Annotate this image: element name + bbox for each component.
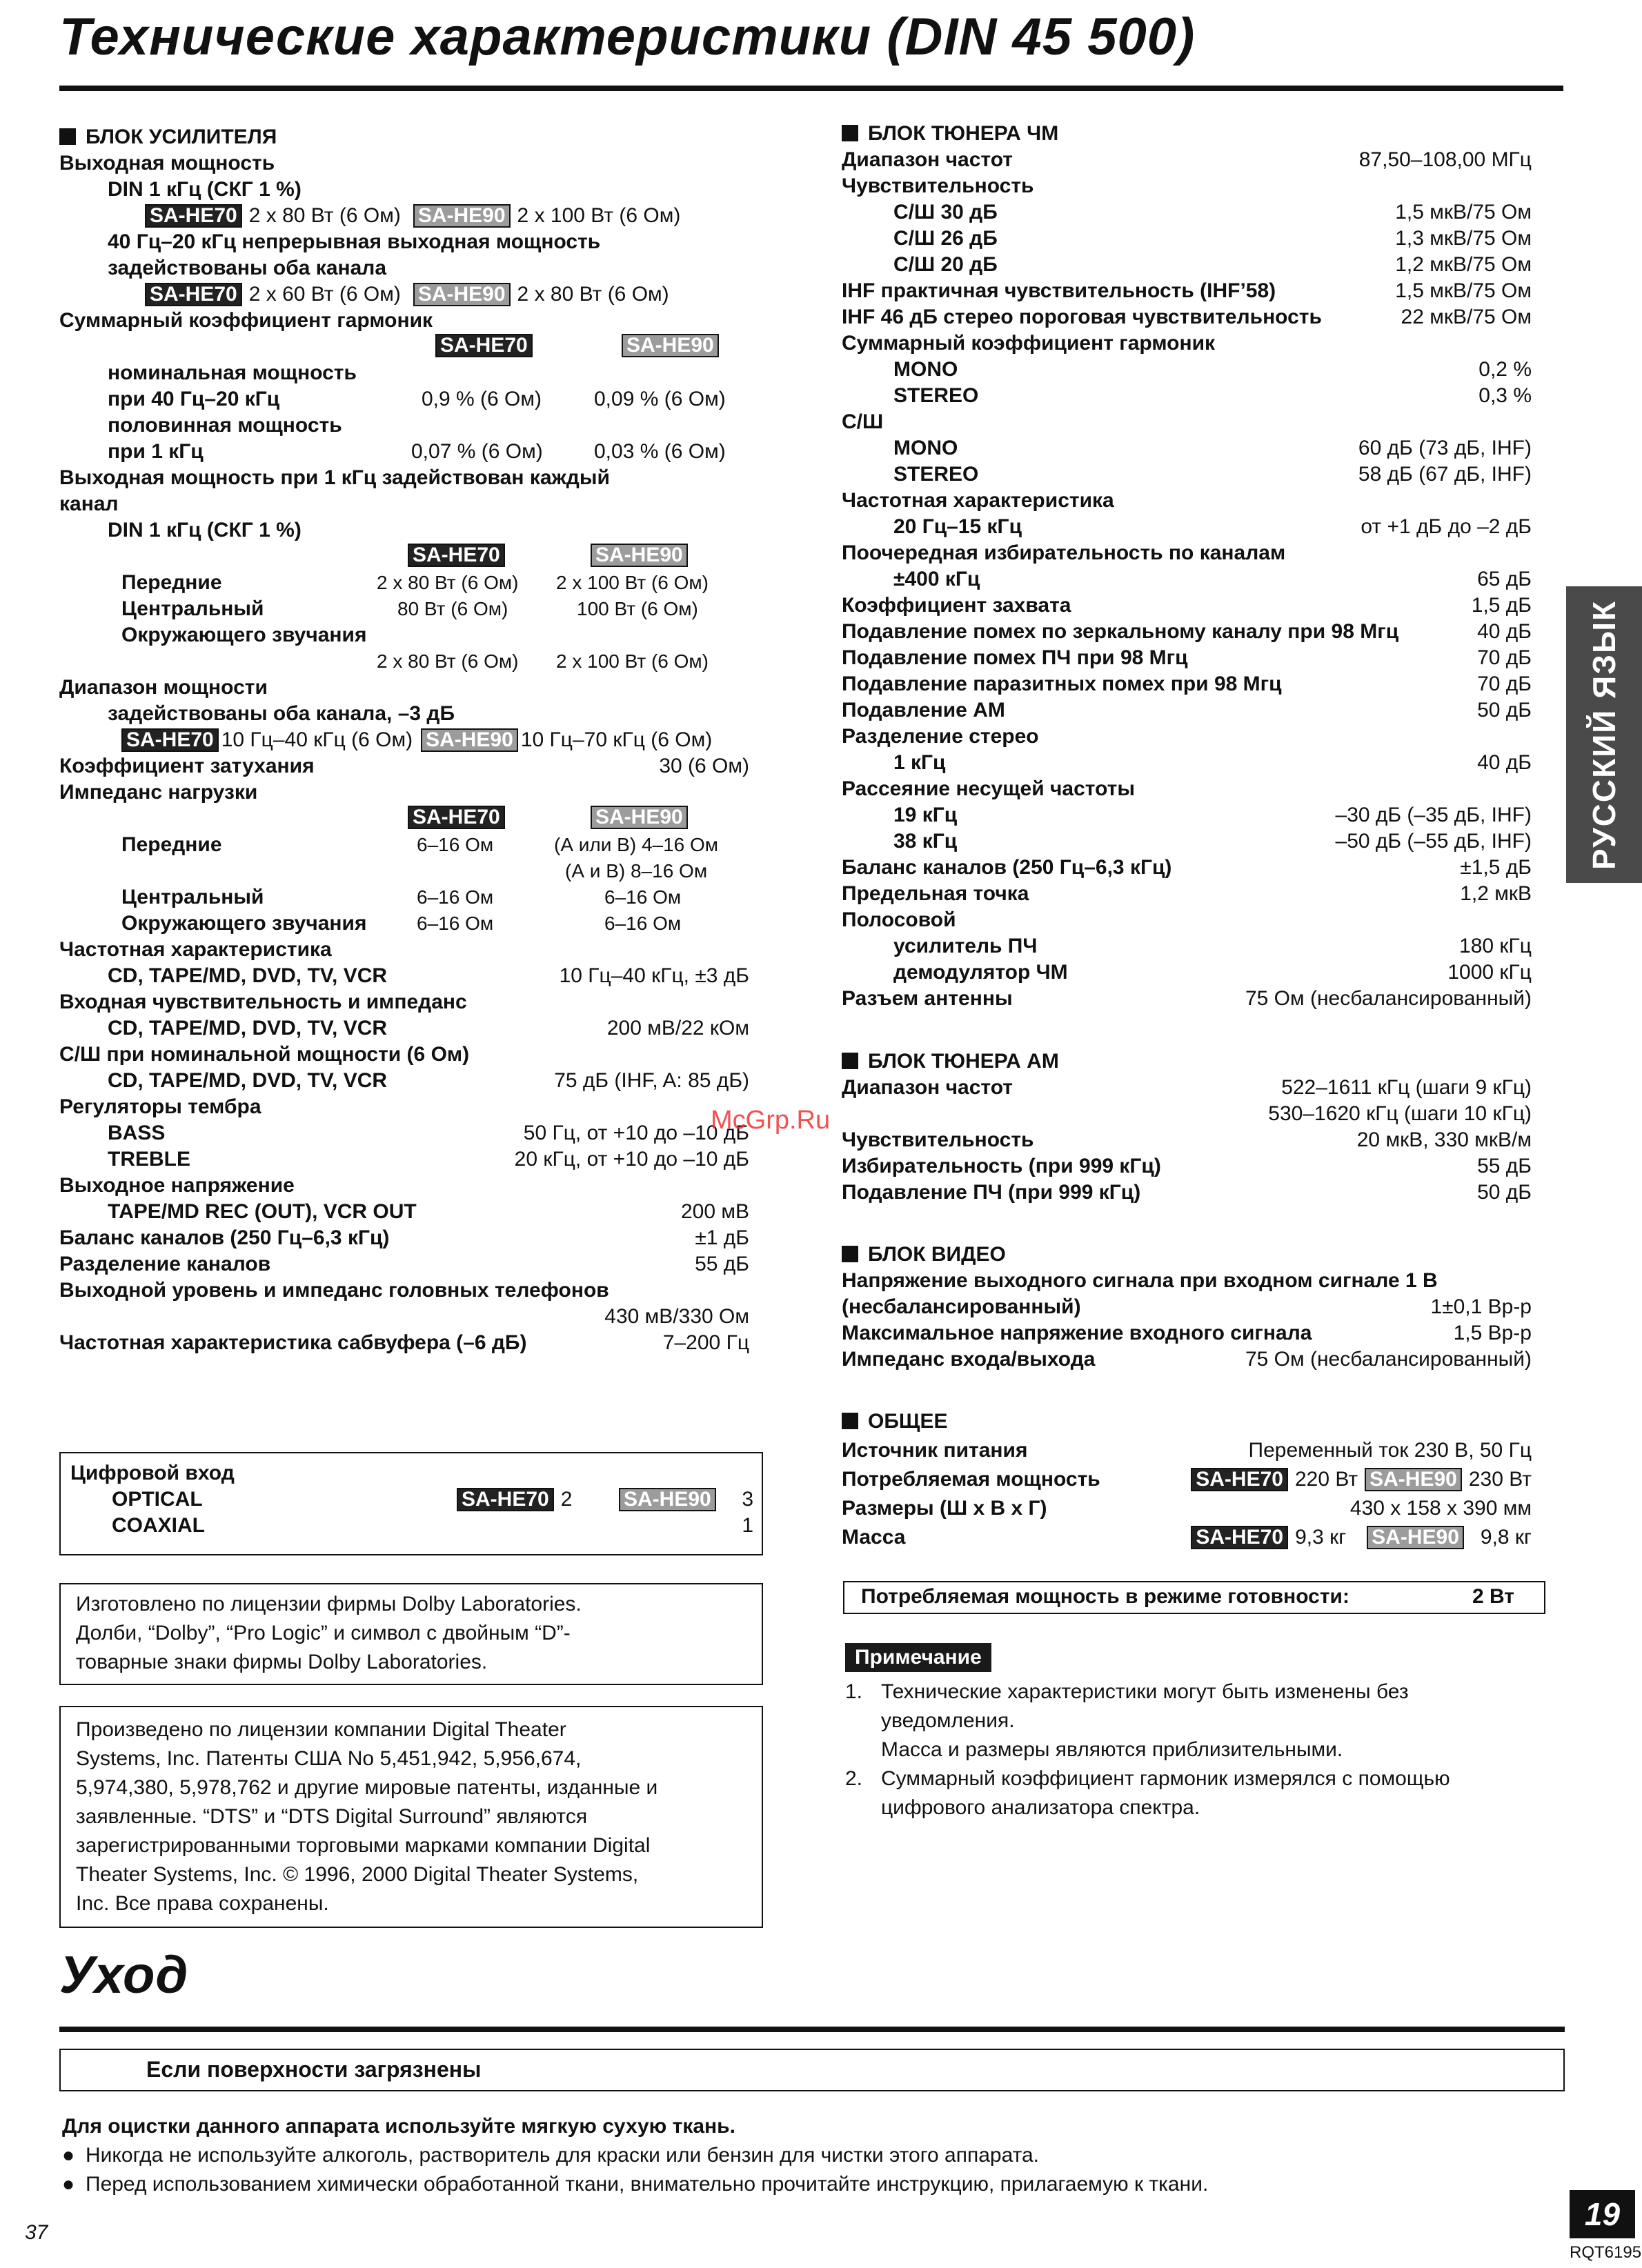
- standby-power-box: Потребляемая мощность в режиме готовности: 2 Вт: [843, 1581, 1545, 1614]
- spec-row: Выходная мощность: [59, 152, 275, 175]
- model-badge: SA-HE70: [145, 283, 242, 306]
- model-badge: SA-HE70: [408, 806, 505, 829]
- care-title: Уход: [59, 1946, 189, 2005]
- spec-row: SA-HE70 2 x 80 Вт (6 Ом) SA-HE90 2 x 100 Вт (6 Ом): [59, 203, 749, 229]
- fm-tuner-section: [842, 121, 1532, 1012]
- fm-heading: БЛОК ТЮНЕРА ЧМ: [842, 121, 1532, 147]
- language-tab: РУССКИЙ ЯЗЫК: [1566, 586, 1642, 883]
- spec-row: Баланс каналов (250 Гц–6,3 кГц) ±1,5 дБ: [842, 856, 1532, 879]
- note-item: 2. Суммарный коэффициент гармоник измерялся с помощью цифрового анализатора спектра.: [845, 1767, 1450, 1819]
- spec-row: Разделение каналов 55 дБ: [59, 1253, 749, 1275]
- spec-row: Максимальное напряжение входного сигнала 1,5 Вр-р: [842, 1322, 1532, 1344]
- bullet-square-icon: [842, 125, 858, 141]
- license-line: заявленные. “DTS” и “DTS Digital Surround” являются: [76, 1805, 588, 1828]
- dolby-license-box: [59, 1583, 763, 1685]
- spec-row: Цифровой вход: [70, 1462, 235, 1484]
- spec-row: Подавление паразитных помех при 98 Мгц 70 дБ: [842, 673, 1532, 695]
- spec-row: Коэффициент затухания 30 (6 Ом): [59, 755, 749, 777]
- spec-row: BASS 50 Гц, от +10 до –10 дБ: [108, 1122, 749, 1144]
- spec-row: Частотная характеристика: [842, 489, 1114, 512]
- spec-row: Входная чувствительность и импеданс: [59, 991, 467, 1013]
- spec-row: (А и В) 8–16 Ом: [565, 860, 708, 882]
- spec-row: Баланс каналов (250 Гц–6,3 кГц) ±1 дБ: [59, 1226, 749, 1249]
- model-badge: SA-HE90: [591, 544, 688, 567]
- dts-license-box: [59, 1706, 763, 1928]
- spec-row: задействованы оба канала, –3 дБ: [108, 702, 455, 725]
- am-tuner-section: [842, 1048, 1532, 1206]
- spec-row: Выходное напряжение: [59, 1174, 295, 1197]
- am-heading: БЛОК ТЮНЕРА АМ: [842, 1048, 1532, 1075]
- bullet-square-icon: [842, 1413, 858, 1429]
- spec-row: IHF практичная чувствительность (IHF’58) 1,5 мкВ/75 Ом: [842, 279, 1532, 302]
- bullet-dot-icon: ●: [62, 2144, 75, 2167]
- spec-row: Потребляемая мощность SA-HE70 220 Вт SA-HE90 230 Вт: [842, 1468, 1532, 1491]
- spec-row: демодулятор ЧМ 1000 кГц: [893, 961, 1532, 984]
- care-bullet: ● Перед использованием химически обработанной ткани, внимательно прочитайте инструкцию, прилагаемую к ткани.: [62, 2170, 1545, 2199]
- spec-row: Суммарный коэффициент гармоник: [59, 309, 433, 332]
- digital-input-box: [59, 1452, 763, 1555]
- title-rule: [59, 86, 1563, 91]
- spec-row: Источник питания Переменный ток 230 В, 50 Гц: [842, 1439, 1532, 1462]
- doc-code: RQT6195: [1570, 2243, 1642, 2262]
- license-line: Произведено по лицензии компании Digital Theater: [76, 1718, 566, 1741]
- license-line: товарные знаки фирмы Dolby Laboratories.: [76, 1651, 488, 1673]
- spec-row: Центральный 6–16 Ом 6–16 Ом: [121, 886, 682, 908]
- spec-row: Поочередная избирательность по каналам: [842, 541, 1286, 564]
- spec-row: STEREO 58 дБ (67 дБ, IHF): [893, 463, 1532, 486]
- spec-row: С/Ш 26 дБ 1,3 мкВ/75 Ом: [893, 227, 1532, 250]
- spec-row: (несбалансированный) 1±0,1 Вр-р: [842, 1295, 1532, 1318]
- spec-row: MONO 0,2 %: [893, 358, 1532, 381]
- spec-row: Чувствительность 20 мкВ, 330 мкВ/м: [842, 1128, 1532, 1151]
- spec-row: Разъем антенны 75 Ом (несбалансированный): [842, 987, 1532, 1010]
- spec-row: IHF 46 дБ стерео пороговая чувствительность 22 мкВ/75 Ом: [842, 306, 1532, 328]
- care-bullet: ● Никогда не используйте алкоголь, растворитель для краски или бензин для чистки этого аппарата.: [62, 2141, 1545, 2170]
- spec-row: Полосовой: [842, 908, 956, 931]
- spec-row: CD, TAPE/MD, DVD, TV, VCR 200 мВ/22 кОм: [108, 1017, 749, 1040]
- badge-row: [59, 334, 749, 360]
- spec-row: С/Ш при номинальной мощности (6 Ом): [59, 1043, 470, 1066]
- spec-row: Частотная характеристика: [59, 938, 332, 961]
- spec-row: С/Ш 30 дБ 1,5 мкВ/75 Ом: [893, 201, 1532, 223]
- spec-row: Диапазон частот 522–1611 кГц (шаги 9 кГц): [842, 1076, 1532, 1099]
- spec-row: 19 кГц –30 дБ (–35 дБ, IHF): [893, 804, 1532, 826]
- spec-row: Чувствительность: [842, 175, 1034, 197]
- spec-row: Подавление помех по зеркальному каналу при 98 Мгц 40 дБ: [842, 620, 1532, 643]
- license-line: Theater Systems, Inc. © 1996, 2000 Digital Theater Systems,: [76, 1863, 639, 1886]
- page-title: Технические характеристики (DIN 45 500): [59, 8, 1196, 66]
- spec-row: TAPE/MD REC (OUT), VCR OUT 200 мВ: [108, 1200, 749, 1223]
- spec-row: 38 кГц –50 дБ (–55 дБ, IHF): [893, 830, 1532, 853]
- badge-row: [59, 806, 749, 832]
- bullet-square-icon: [59, 128, 76, 145]
- spec-row: Диапазон частот 87,50–108,00 МГц: [842, 148, 1532, 171]
- care-box: [59, 2049, 1565, 2091]
- watermark: McGrp.Ru: [711, 1106, 831, 1135]
- notes-section: [845, 1643, 1535, 1822]
- page-number: 19: [1570, 2190, 1635, 2238]
- spec-row: канал: [59, 493, 119, 515]
- spec-row: Окружающего звучания: [121, 624, 367, 646]
- spec-row: Импеданс входа/выхода 75 Ом (несбалансированный): [842, 1348, 1532, 1371]
- license-line: Systems, Inc. Патенты США No 5,451,942, 5,956,674,: [76, 1747, 582, 1770]
- general-section: [842, 1407, 1532, 1552]
- spec-row: SA-HE70 2 x 60 Вт (6 Ом) SA-HE90 2 x 80 Вт (6 Ом): [59, 281, 749, 308]
- amp-heading: БЛОК УСИЛИТЕЛЯ: [59, 124, 749, 150]
- spec-row: Рассеяние несущей частоты: [842, 777, 1135, 800]
- spec-row: половинная мощность: [108, 414, 342, 437]
- spec-row: 40 Гц–20 кГц непрерывная выходная мощность: [108, 230, 601, 253]
- bullet-square-icon: [842, 1246, 858, 1262]
- spec-row: TREBLE 20 кГц, от +10 до –10 дБ: [108, 1148, 749, 1171]
- license-line: Долби, “Dolby”, “Pro Logic” и символ с двойным “D”-: [76, 1622, 571, 1644]
- model-badge: SA-HE90: [413, 283, 511, 306]
- general-heading: ОБЩЕЕ: [842, 1407, 1532, 1436]
- spec-row: задействованы оба канала: [108, 257, 387, 279]
- spec-row: Центральный 80 Вт (6 Ом) 100 Вт (6 Ом): [121, 597, 698, 620]
- spec-row: Избирательность (при 999 кГц) 55 дБ: [842, 1155, 1532, 1177]
- spec-row: 1 кГц 40 дБ: [893, 751, 1532, 774]
- spec-row: при 40 Гц–20 кГц 0,9 % (6 Ом) 0,09 % (6 Ом): [108, 388, 726, 410]
- spec-row: Передние 2 x 80 Вт (6 Ом) 2 x 100 Вт (6 Ом): [121, 571, 709, 594]
- spec-row: при 1 кГц 0,07 % (6 Ом) 0,03 % (6 Ом): [108, 440, 726, 463]
- spec-row: Импеданс нагрузки: [59, 781, 258, 804]
- spec-row: ±400 кГц 65 дБ: [893, 568, 1532, 590]
- model-badge: SA-HE90: [619, 1488, 716, 1511]
- spec-row: Подавление помех ПЧ при 98 Мгц 70 дБ: [842, 646, 1532, 669]
- care-box-label: Если поверхности загрязнены: [146, 2057, 482, 2082]
- spec-row: Частотная характеристика сабвуфера (–6 дБ) 7–200 Гц: [59, 1331, 749, 1354]
- spec-row: Разделение стерео: [842, 725, 1039, 748]
- bullet-dot-icon: ●: [62, 2173, 75, 2196]
- model-badge: SA-HE90: [421, 728, 518, 752]
- license-line: зарегистрированными торговыми марками компании Digital: [76, 1834, 651, 1857]
- spec-row: COAXIAL 1: [112, 1514, 753, 1537]
- spec-row: Коэффициент захвата 1,5 дБ: [842, 594, 1532, 617]
- badge-row: [59, 544, 749, 570]
- model-badge: SA-HE70: [1191, 1526, 1288, 1549]
- model-badge: SA-HE90: [1365, 1468, 1462, 1491]
- spec-row: Окружающего звучания 6–16 Ом 6–16 Ом: [121, 912, 682, 935]
- spec-row: 20 Гц–15 кГц от +1 дБ до –2 дБ: [893, 515, 1532, 538]
- spec-row: Выходной уровень и импеданс головных телефонов: [59, 1279, 609, 1302]
- model-badge: SA-HE70: [457, 1488, 554, 1511]
- license-line: Изготовлено по лицензии фирмы Dolby Laboratories.: [76, 1593, 582, 1615]
- model-badge: SA-HE90: [591, 806, 688, 829]
- care-text: [62, 2112, 1545, 2199]
- spec-row: CD, TAPE/MD, DVD, TV, VCR 75 дБ (IHF, A: 85 дБ): [108, 1069, 749, 1092]
- spec-row: STEREO 0,3 %: [893, 384, 1532, 407]
- spec-row: 430 мВ/330 Ом: [604, 1305, 749, 1328]
- spec-row: Предельная точка 1,2 мкВ: [842, 882, 1532, 905]
- spec-row: MONO 60 дБ (73 дБ, IHF): [893, 437, 1532, 459]
- care-lead: Для оцистки данного аппарата используйте мягкую сухую ткань.: [62, 2115, 735, 2138]
- video-section: [842, 1242, 1532, 1373]
- spec-row: усилитель ПЧ 180 кГц: [893, 935, 1532, 957]
- spec-row: Выходная мощность при 1 кГц задействован каждый: [59, 466, 610, 489]
- spec-row: Диапазон мощности: [59, 676, 268, 699]
- spec-row: Размеры (Ш x В x Г) 430 x 158 x 390 мм: [842, 1497, 1532, 1520]
- model-badge: SA-HE90: [1367, 1526, 1464, 1549]
- bullet-square-icon: [842, 1053, 858, 1069]
- note-heading: Примечание: [845, 1643, 991, 1672]
- spec-row: DIN 1 кГц (СКГ 1 %): [108, 178, 301, 201]
- spec-row: Подавление АМ 50 дБ: [842, 699, 1532, 722]
- model-badge: SA-HE70: [408, 544, 505, 567]
- model-badge: SA-HE70: [121, 728, 219, 752]
- spec-row: Регуляторы тембра: [59, 1095, 261, 1118]
- spec-row: 2 x 80 Вт (6 Ом) 2 x 100 Вт (6 Ом): [377, 650, 709, 672]
- model-badge: SA-HE90: [622, 334, 719, 357]
- spec-row: С/Ш: [842, 410, 884, 433]
- video-heading: БЛОК ВИДЕО: [842, 1242, 1532, 1268]
- spec-row: Подавление ПЧ (при 999 кГц) 50 дБ: [842, 1181, 1532, 1204]
- spec-row: номинальная мощность: [108, 361, 357, 384]
- spec-row: SA-HE70 10 Гц–40 кГц (6 Ом) SA-HE90 10 Гц–70 кГц (6 Ом): [59, 727, 749, 753]
- spec-row: Напряжение выходного сигнала при входном сигнале 1 В: [842, 1269, 1438, 1292]
- spec-row: CD, TAPE/MD, DVD, TV, VCR 10 Гц–40 кГц, ±3 дБ: [108, 964, 749, 987]
- spec-row: DIN 1 кГц (СКГ 1 %): [108, 519, 301, 541]
- care-rule: [59, 2027, 1565, 2032]
- amplifier-section: [59, 124, 749, 1356]
- spec-row: Масса SA-HE70 9,3 кг SA-HE90 9,8 кг: [842, 1526, 1532, 1549]
- spec-row: 530–1620 кГц (шаги 10 кГц): [1268, 1102, 1532, 1125]
- model-badge: SA-HE70: [435, 334, 533, 357]
- model-badge: SA-HE90: [413, 204, 511, 228]
- license-line: Inc. Все права сохранены.: [76, 1892, 329, 1915]
- spec-row: Суммарный коэффициент гармоник: [842, 332, 1216, 355]
- spec-row: Передние 6–16 Ом (А или В) 4–16 Ом: [121, 833, 719, 856]
- spec-row: С/Ш 20 дБ 1,2 мкВ/75 Ом: [893, 253, 1532, 276]
- model-badge: SA-HE70: [145, 204, 242, 228]
- note-item: 1. Технические характеристики могут быть изменены без уведомления. Масса и размеры являются приблизительными.: [845, 1680, 1409, 1761]
- license-line: 5,974,380, 5,978,762 и другие мировые патенты, изданные и: [76, 1776, 658, 1799]
- left-page-number: 37: [25, 2221, 48, 2244]
- model-badge: SA-HE70: [1191, 1468, 1288, 1491]
- spec-row: OPTICAL SA-HE70 2 SA-HE90 3: [112, 1488, 753, 1511]
